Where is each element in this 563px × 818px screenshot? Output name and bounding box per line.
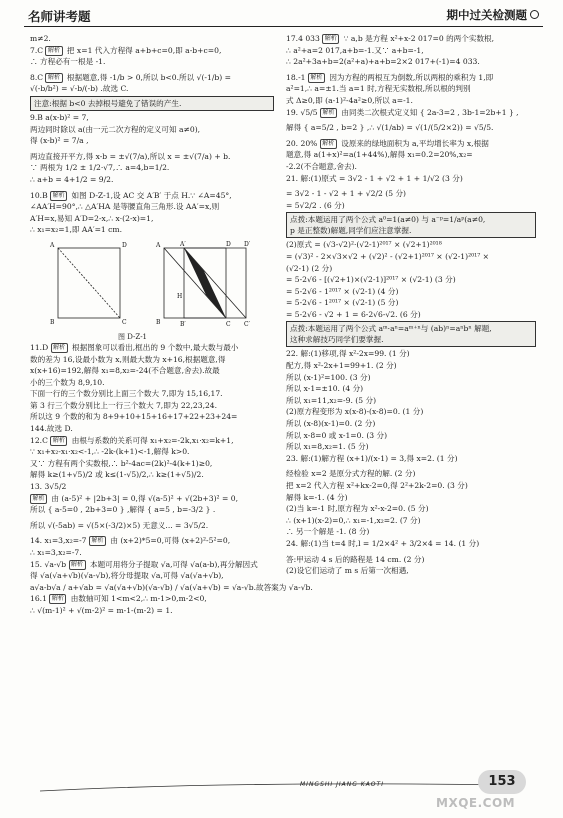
answer-line: 解得 { a=5/2 , b=2 } ,∴ √(1/ab) = √(1/(5/2×2)) = √5/5. [286, 123, 494, 133]
answer-line: ∵ 两根为 1/2 ± 1/2·√7,∴ a=4,b=1/2. [30, 163, 170, 173]
footer-swoosh [40, 779, 510, 793]
svg-text:C: C [122, 318, 127, 326]
answer-line: a²=1,∴ a=±1.当 a=1 时,方程无实数根,所以根的判别 [286, 84, 471, 94]
answer-line: 10.B 解析 如图 D-Z-1,设 AC 交 A′B′ 于点 H.∵ ∠A=45°, [30, 190, 232, 200]
tip-box [286, 321, 536, 347]
answer-line: x(x+16)=192,解得 x₁=8,x₂=-24(不合题意,舍去).故最 [30, 366, 220, 376]
answer-line: ∠AA′H=90°,∴ △A′HA 是等腰直角三角形.设 AA′=x,则 [30, 202, 220, 212]
book-title: 名师讲考题 [28, 9, 91, 24]
figure-d-z-1 [30, 236, 274, 342]
answer-line: a√a-b√a / a+√ab = √a(√a+√b)(√a-√b) / √a(√a+√b) = √a-√b.故答案为 √a-√b. [30, 582, 313, 592]
answer-line: (2)原式 = (√3-√2)²·(√2-1)²⁰¹⁷ × (√2+1)²⁰¹⁸ [286, 240, 442, 250]
answer-line: 解得 k≥(1+√5)/2 或 k≤(1-√5)/2,∴ k≥(1+√5)/2. [30, 470, 204, 480]
answer-line: 答:甲运动 4 s 后的路程是 14 cm. (2 分) [286, 554, 425, 564]
analysis-tag: 解析 [49, 594, 66, 604]
answer-line: 把 x=2 代入方程 x²+kx-2=0,得 2²+2k-2=0. (3 分) [286, 481, 468, 490]
svg-text:A: A [156, 241, 161, 249]
svg-text:A′: A′ [180, 240, 186, 248]
answer-line: 所以 (x-8)(x-1)=0. (2 分) [286, 419, 376, 429]
svg-text:A: A [50, 241, 55, 249]
watermark: MXQE.COM [436, 796, 516, 810]
answer-line: 得 (x-b)² = 7/a , [30, 136, 89, 146]
answer-line: 7.C 解析 把 x=1 代入方程得 a+b+c=0,即 a-b+c=0, [30, 45, 222, 55]
analysis-tag: 解析 [30, 494, 47, 504]
answer-line: (√2-1) (2 分) [286, 263, 333, 273]
answer-line: 小的三个数为 8,9,10. [30, 377, 105, 387]
answer-line: (2)设它们运动了 m s 后第一次相遇, [286, 566, 409, 576]
answer-line: 12.C 解析 由根与系数的关系可得 x₁+x₂=-2k,x₁·x₂=k+1, [30, 435, 234, 445]
answer-line: = 3√2 - 1 - √2 + 1 + √2/2 (5 分) [286, 189, 407, 199]
svg-text:B: B [50, 318, 55, 326]
answer-line: ∴ √(m-1)² + √(m-2)² = m-1-(m-2) = 1. [30, 605, 173, 615]
answer-line: 得 √a(√a+√b)(√a-√b),将分母提取 √a,可得 √a(√a+√b), [30, 571, 224, 581]
answer-line: 所以 x-1=±10. (4 分) [286, 384, 364, 394]
answer-line: 21. 解:(1)原式 = 3√2 - 1 + √2 + 1 + 1/√2 (3 分) [286, 173, 463, 183]
analysis-tag: 解析 [50, 436, 67, 446]
answer-line: 23. 解:(1)解方程 (x+1)/(x-1) = 3,得 x=2. (1 分) [286, 453, 458, 463]
answer-line: ∴ 2a²+3a+b=2(a²+a)+a+b=2×2 017+(-1)=4 033. [286, 57, 480, 67]
answer-line: = 5-2√6 - √2 + 1 = 6-2√6-√2. (6 分) [286, 309, 421, 319]
svg-text:H: H [177, 292, 183, 300]
answer-line: 两边同时除以 a(由一元二次方程的定义可知 a≠0), [30, 124, 201, 134]
answer-line: ∴ 另一个解是 -1. (8 分) [286, 527, 370, 537]
answer-line: ∴ a+b = 4+1/2 = 9/2. [30, 174, 114, 184]
svg-text:B′: B′ [180, 320, 186, 328]
svg-text:B: B [156, 318, 161, 326]
answer-line: 22. 解:(1)移项,得 x²-2x=99. (1 分) [286, 349, 410, 359]
answer-line: ∴ 方程必有一根是 -1. [30, 57, 106, 67]
answer-line: 11.D 解析 根据图象可以看出,框出的 9 个数中,最大数与最小 [30, 342, 239, 352]
analysis-tag: 解析 [89, 536, 106, 546]
analysis-tag: 解析 [45, 46, 62, 56]
answer-line: √(-b/b²) = √-b/(-b) .故选 C. [30, 84, 129, 94]
page-number: 153 [478, 770, 526, 794]
svg-text:C: C [226, 320, 231, 328]
square-translation-diagram [36, 238, 266, 333]
answer-line: = 5-2√6 - [(√2+1)×(√2-1)]²⁰¹⁷ × (√2-1) (3 分) [286, 275, 456, 285]
answer-line: 所以 √(-5ab) = √(5×(-3/2)×5) 无意义... = 3√5/2. [30, 520, 209, 530]
answer-line: 又∵ 方程有两个实数根,∴ b²-4ac=(2k)²-4(k+1)≥0, [30, 458, 213, 468]
answer-line: 19. √5/5 解析 由同类二次根式定义知 { 2a-3=2 , 3b-1=2b+1 } , [286, 107, 519, 117]
answer-line: 第 3 行三个数分别比上一行三个数大 7,即为 22,23,24. [30, 400, 218, 410]
answer-line: 所以 { a-5=0 , 2b+3=0 } ,解得 { a=5 , b=-3/2 } . [30, 505, 216, 515]
answer-line: ∴ (x+1)(x-2)=0,∴ x₁=-1,x₂=2. (7 分) [286, 515, 421, 525]
answer-line: = 5-2√6 - 1²⁰¹⁷ × (√2-1) (5 分) [286, 298, 399, 308]
answer-line: 13. 3√5/2 [30, 482, 67, 492]
answer-line: ∵ x₁+x₂-x₁·x₂<-1,∴ -2k-(k+1)<-1,解得 k>0. [30, 447, 190, 457]
answer-line: ∴ x₁=x₂=1,即 AA′=1 cm. [30, 225, 123, 235]
analysis-tag: 解析 [320, 108, 337, 118]
answer-line: 144.故选 D. [30, 424, 73, 434]
analysis-tag: 解析 [50, 191, 67, 201]
analysis-tag: 解析 [45, 73, 62, 83]
footer-text: MINGSHI JIANG KAOTI [300, 781, 384, 788]
figure-caption: 图 D-Z-1 [118, 332, 148, 341]
tip-line: p 是正整数)解题,同学们应注意掌握. [290, 226, 412, 236]
answer-line: m≠2. [30, 34, 51, 43]
tip-line: 点拨:本题运用了两个公式 aᵐ·aⁿ=aᵐ⁺ⁿ与 (ab)ⁿ=aⁿbⁿ 解题, [290, 324, 492, 334]
answer-line: 两边直接开平方,得 x-b = ±√(7/a),所以 x = ±√(7/a) + b. [30, 151, 231, 161]
analysis-tag: 解析 [308, 73, 325, 83]
page-header [0, 0, 563, 28]
answer-line: 24. 解:(1)当 t=4 时,l = 1/2×4² + 3/2×4 = 14. (1 分) [286, 538, 480, 548]
section-title: 期中过关检测题 [446, 8, 527, 22]
svg-text:D: D [226, 240, 231, 248]
answer-line: = 5-2√6 - 1²⁰¹⁷ × (√2-1) (4 分) [286, 286, 399, 296]
answer-line: = 5√2/2 . (6 分) [286, 200, 345, 210]
tip-box [30, 96, 274, 111]
answer-line: 8.C 解析 根据题意,得 -1/b > 0,所以 b<0.所以 √(-1/b) = [30, 72, 231, 82]
tip-line: 点拨:本题运用了两个公式 a⁰=1(a≠0) 与 a⁻ᵖ=1/aᵖ(a≠0, [290, 215, 486, 225]
answer-line: (2)原方程变形为 x(x-8)-(x-8)=0. (1 分) [286, 407, 424, 417]
answer-line: 所以 x₁=11,x₂=-9. (5 分) [286, 395, 377, 405]
answer-line: 18.-1 解析 因为方程的两根互为倒数,所以两根的乘积为 1,即 [286, 72, 494, 82]
svg-text:D: D [122, 241, 127, 249]
analysis-tag: 解析 [51, 343, 68, 353]
answer-line: 配方,得 x²-2x+1=99+1. (2 分) [286, 361, 397, 371]
header-rule [24, 26, 543, 27]
answer-line: = (√3)² - 2×√3×√2 + (√2)² - (√2+1)²⁰¹⁷ × (√2-1)²⁰¹⁷ × [286, 251, 490, 261]
answer-line: 题意,得 a(1+x)²=a(1+44%),解得 x₁=0.2=20%,x₂= [286, 150, 473, 160]
footer-band [40, 778, 510, 792]
tip-line: 注意:根据 b<0 去掉根号避免了错误的产生. [34, 98, 182, 108]
svg-text:C′: C′ [244, 320, 250, 328]
answer-line: 所以 x₁=8,x₂=1. (5 分) [286, 442, 369, 452]
answer-line: 17.4 033 解析 ∵ a,b 是方程 x²+x-2 017=0 的两个实数根, [286, 34, 495, 43]
answer-line: 解析 由 (a-5)² + |2b+3| = 0,得 √(a-5)² + √(2b+3)² = 0, [30, 493, 274, 505]
ring-icon [530, 10, 539, 19]
answer-line: 14. x₁=3,x₂=-7 解析 由 (x+2)*5=0,可得 (x+2)²-5²=0, [30, 536, 231, 546]
answer-line: 经检验 x=2 是原分式方程的解. (2 分) [286, 469, 416, 479]
answer-line: ∴ x₁=3,x₂=-7. [30, 548, 82, 557]
answer-line: 解得 k=-1. (4 分) [286, 492, 348, 502]
answer-line: 所以 (x-1)²=100. (3 分) [286, 372, 371, 382]
svg-text:D′: D′ [244, 240, 251, 248]
answer-line: (2)当 k=-1 时,原方程为 x²-x-2=0. (5 分) [286, 504, 429, 514]
analysis-tag: 解析 [320, 139, 337, 149]
right-answer-column [286, 33, 536, 577]
answer-line: 15. √a-√b 解析 本题可用将分子提取 √a,可得 √a(a-b),再分解因式 [30, 559, 258, 569]
answer-line: 20. 20% 解析 设原来的绿地面积为 a,平均增长率为 x,根据 [286, 138, 489, 148]
answer-line: -2.2(不合题意,舍去). [286, 161, 357, 171]
tip-line: 这种求解技巧同学们要掌握. [290, 335, 384, 345]
answer-line: 16.1 解析 由数轴可知 1<m<2,∴ m-1>0,m-2<0, [30, 594, 207, 604]
answer-line: A′H=x,易知 A′D=2-x,∴ x·(2-x)=1, [30, 213, 154, 223]
answer-line: 所以 x-8=0 或 x-1=0. (3 分) [286, 430, 388, 440]
analysis-tag: 解析 [69, 560, 86, 570]
answer-line: ∴ a²+a=2 017,a+b=-1.又∵ a+b=-1, [286, 45, 424, 55]
answer-line: 下面一行的三个数分别比上面三个数大 7,即为 15,16,17. [30, 389, 223, 399]
answer-line: 所以这 9 个数的和为 8+9+10+15+16+17+22+23+24= [30, 412, 238, 422]
tip-box [286, 212, 536, 238]
answer-line: 数的差为 16,设最小数为 x,则最大数为 x+16,根据题意,得 [30, 354, 226, 364]
answer-line: 9.B a(x-b)² = 7, [30, 112, 89, 122]
answer-line: 式 Δ≥0,即 (a-1)²-4a²≥0,所以 a=-1. [286, 95, 413, 105]
analysis-tag: 解析 [322, 34, 339, 44]
